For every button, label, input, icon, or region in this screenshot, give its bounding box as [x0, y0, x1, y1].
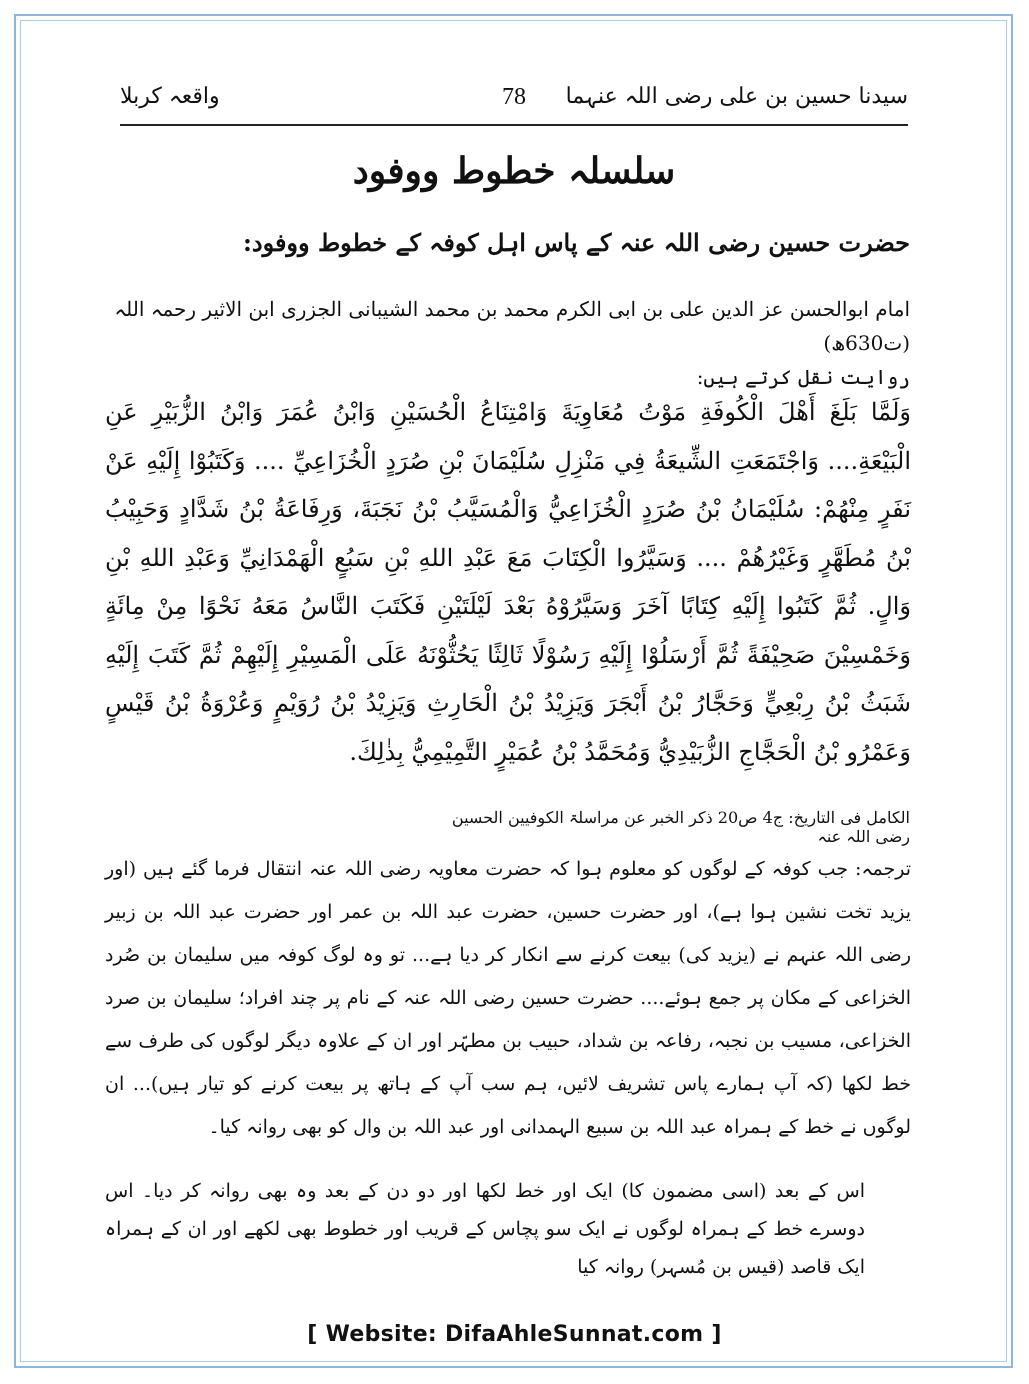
translation: [105, 848, 911, 1149]
arabic-quote: [105, 388, 911, 776]
header-book-title: سیدنا حسین بن علی رضی اللہ عنہما: [565, 84, 908, 109]
website-footer: [ Website: DifaAhleSunnat.com ]: [307, 1322, 722, 1347]
reference-note: الکامل فی التاریخ: ج4 ص20 ذکر الخبر عن مراسلۃ الکوفیین الحسین رضی اللہ عنہ: [451, 808, 910, 846]
header-divider: [120, 124, 908, 126]
header-chapter-title: واقعہ کربلا: [120, 84, 220, 109]
source-line-2: روایت نقل کرتے ہیں:: [696, 365, 910, 389]
running-header: [120, 80, 908, 124]
page-number: 78: [502, 84, 526, 110]
section-title: سلسلہ خطوط ووفود: [352, 150, 676, 192]
subheading: حضرت حسین رضی اللہ عنہ کے پاس اہل کوفہ کے خطوط ووفود:: [243, 228, 910, 257]
translation-paragraph-2: اس کے بعد (اسی مضمون کا) ایک اور خط لکھا اور دو دن کے بعد وہ بھی روانہ کر دیا۔ اس دوسرے خط کے ہمراہ لوگوں نے ایک سو پچاس کے قریب اور خطوط بھی لکھے اور ان کے ہمراہ ایک قاصد (قیس بن مُسہر) روانہ کیا: [105, 1180, 865, 1278]
translation-paragraph-1: ترجمہ: جب کوفہ کے لوگوں کو معلوم ہوا کہ حضرت معاویہ رضی اللہ عنہ انتقال فرما گئے ہیں (اور یزید تخت نشین ہوا ہے)، اور حضرت حسین، حضرت عبد اللہ بن عمر اور حضرت عبد اللہ بن زبیر رضی اللہ عنہم نے (یزید کی) بیعت کرنے سے انکار کر دیا ہے... تو وہ لوگ کوفہ میں سلیمان بن صُرد الخزاعی کے مکان پر جمع ہوئے.... حضرت حسین رضی اللہ عنہ کے نام پر چند افراد؛ سلیمان بن صرد الخزاعی، مسیب بن نجبہ، رفاعہ بن شداد، حبیب بن مطہّر اور ان کے علاوہ دیگر لوگوں کی طرف سے خط لکھا (کہ آپ ہمارے پاس تشریف لائیں، ہم سب آپ کے ہاتھ پر بیعت کرنے کو تیار ہیں)... ان لوگوں نے خط کے ہمراہ عبد اللہ بن سبیع الہمدانی اور عبد اللہ بن وال کو بھی روانہ کیا۔: [105, 858, 911, 1138]
translation-continued: [105, 1172, 865, 1286]
source-line: امام ابوالحسن عز الدین علی بن ابی الکرم محمد بن محمد الشیبانی الجزری ابن الاثیر رحمہ اللہ (ت630ھ): [114, 297, 910, 355]
source-citation: [110, 292, 910, 394]
arabic-paragraph: وَلَمَّا بَلَغَ أَهْلَ الْكُوفَةِ مَوْتُ مُعَاوِيَةَ وَامْتِنَاعُ الْحُسَيْنِ وَابْنُ عُمَرَ وَابْنُ الزُّبَيْرِ عَنِ الْبَيْعَةِ.... وَاجْتَمَعَتِ الشِّيعَةُ فِي مَنْزِلِ سُلَيْمَانَ بْنِ صُرَدٍ الْخُزَاعِيِّ .... وَكَتَبُوْا إِلَيْهِ عَنْ نَفَرٍ مِنْهُمْ: سُلَيْمَانُ بْنُ صُرَدٍ الْخُزَاعِيُّ وَالْمُسَيَّبُ بْنُ نَجَبَةَ، وَرِفَاعَةُ بْنُ شَدَّادٍ وَحَبِيْبُ بْنُ مُطَهَّرٍ وَغَيْرُهُمْ .... وَسَيَّرُوا الْكِتَابَ مَعَ عَبْدِ اللهِ بْنِ سَبُعٍ الْهَمْدَانِيِّ وَعَبْدِ اللهِ بْنِ وَالٍ. ثُمَّ كَتَبُوا إِلَيْهِ كِتَابًا آخَرَ وَسَيَّرُوْهُ بَعْدَ لَيْلَتَيْنِ فَكَتَبَ النَّاسُ مَعَهُ نَحْوًا مِنْ مِائَةٍ وَخَمْسِيْنَ صَحِيْفَةً ثُمَّ أَرْسَلُوْا إِلَيْهِ رَسُوْلًا ثَالِثًا يَحُثُّوْنَهُ عَلَى الْمَسِيْرِ إِلَيْهِمْ ثُمَّ كَتَبَ إِلَيْهِ شَبَثُ بْنُ رِبْعِيٍّ وَحَجَّارُ بْنُ أَبْجَرَ وَيَزِيْدُ بْنُ الْحَارِثِ وَيَزِيْدُ بْنُ رُوَيْمٍ وَعُرْوَةُ بْنُ قَيْسٍ وَعَمْرُو بْنُ الْحَجَّاجِ الزُّبَيْدِيُّ وَمُحَمَّدُ بْنُ عُمَيْرٍ التَّمِيْمِيُّ بِذٰلِكَ.: [105, 398, 911, 766]
